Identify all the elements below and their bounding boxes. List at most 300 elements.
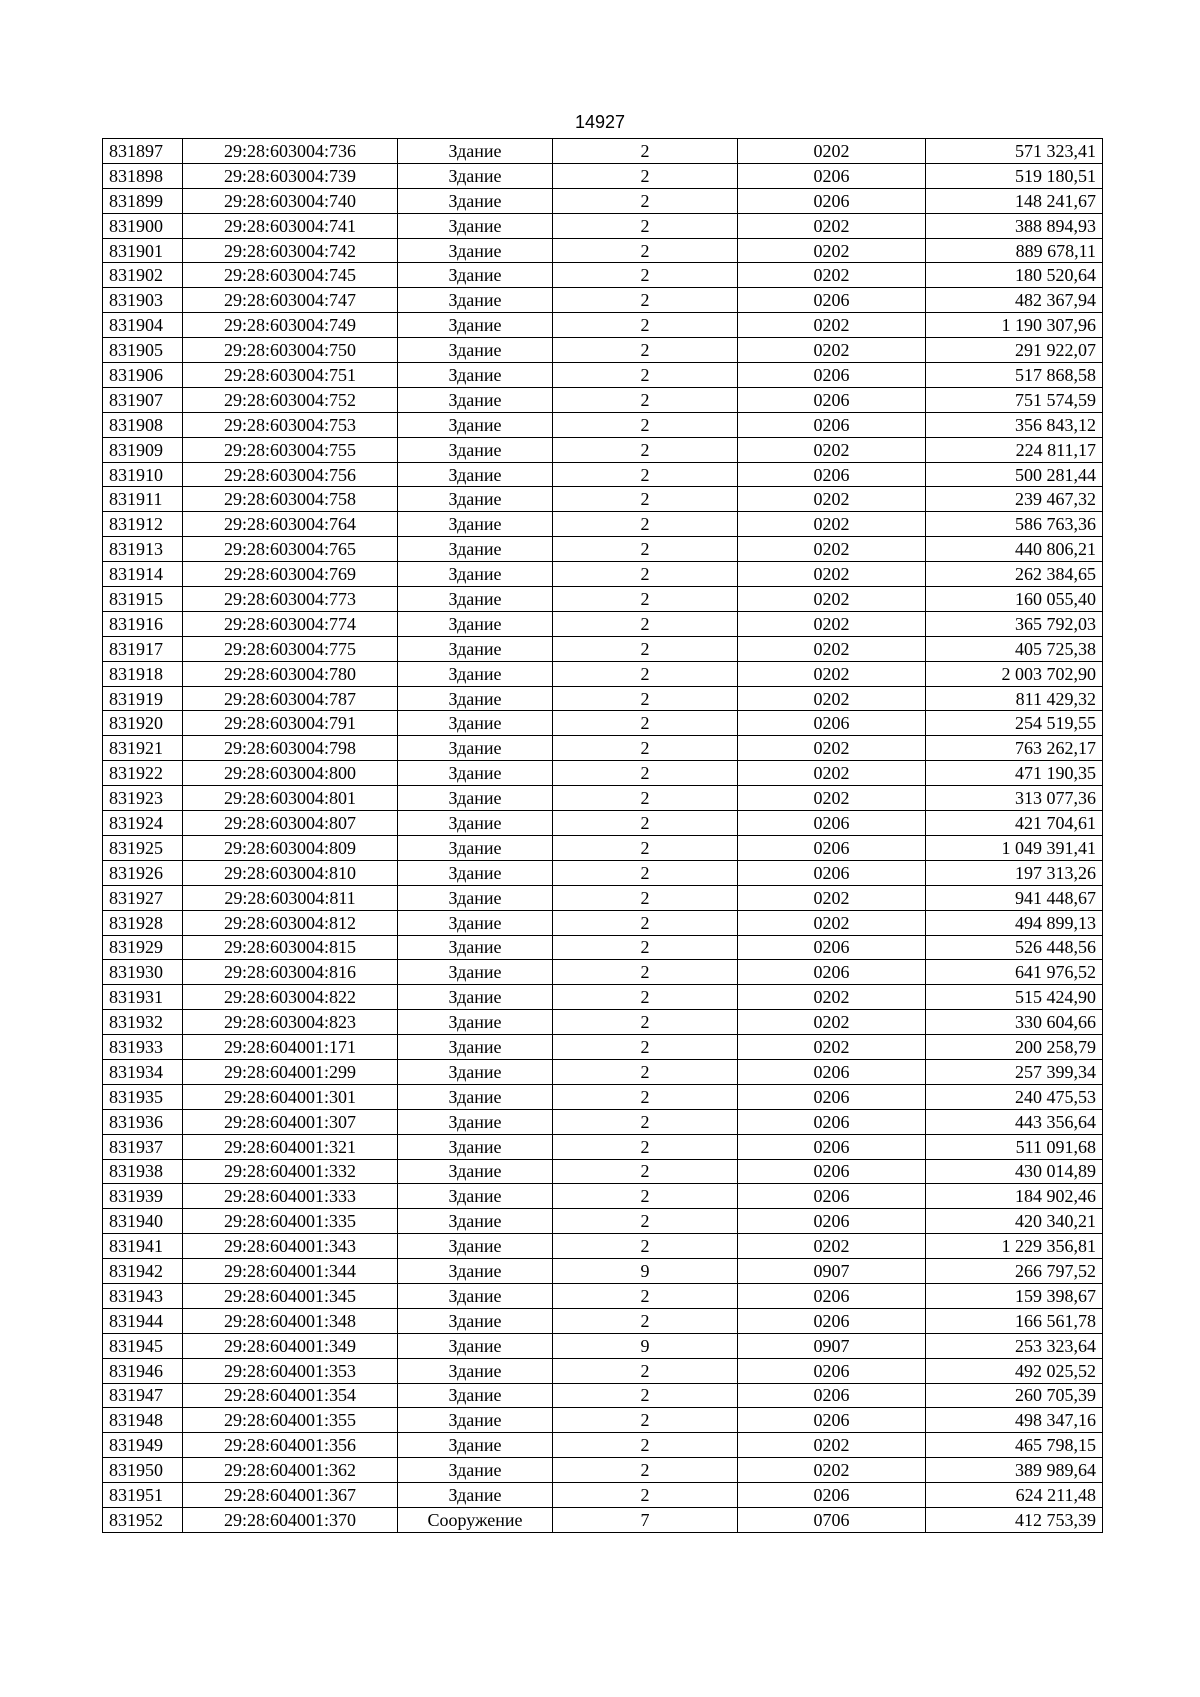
value-cell: 515 424,90 (926, 985, 1103, 1010)
value-cell: 889 678,11 (926, 238, 1103, 263)
table-row (103, 313, 1103, 338)
table-row (103, 562, 1103, 587)
cadastral-number-cell: 29:28:603004:775 (183, 636, 398, 661)
value-cell: 624 211,48 (926, 1483, 1103, 1508)
row-number-cell: 831904 (103, 313, 183, 338)
row-number-cell: 831924 (103, 811, 183, 836)
code-cell: 0206 (738, 462, 926, 487)
group-cell: 2 (553, 487, 738, 512)
code-cell: 0206 (738, 1109, 926, 1134)
row-number-cell: 831915 (103, 587, 183, 612)
code-cell: 0206 (738, 363, 926, 388)
code-cell: 0202 (738, 587, 926, 612)
code-cell: 0202 (738, 338, 926, 363)
cadastral-number-cell: 29:28:603004:750 (183, 338, 398, 363)
object-type-cell: Здание (398, 960, 553, 985)
code-cell: 0202 (738, 736, 926, 761)
object-type-cell: Здание (398, 1010, 553, 1035)
code-cell: 0202 (738, 686, 926, 711)
group-cell: 2 (553, 213, 738, 238)
value-cell: 239 467,32 (926, 487, 1103, 512)
value-cell: 412 753,39 (926, 1507, 1103, 1532)
code-cell: 0202 (738, 761, 926, 786)
value-cell: 266 797,52 (926, 1259, 1103, 1284)
table-row (103, 338, 1103, 363)
table-row (103, 860, 1103, 885)
object-type-cell: Здание (398, 1283, 553, 1308)
group-cell: 2 (553, 711, 738, 736)
group-cell: 2 (553, 1184, 738, 1209)
value-cell: 440 806,21 (926, 537, 1103, 562)
object-type-cell: Здание (398, 363, 553, 388)
row-number-cell: 831941 (103, 1234, 183, 1259)
cadastral-number-cell: 29:28:603004:742 (183, 238, 398, 263)
code-cell: 0202 (738, 1234, 926, 1259)
cadastral-number-cell: 29:28:603004:816 (183, 960, 398, 985)
cadastral-number-cell: 29:28:604001:344 (183, 1259, 398, 1284)
code-cell: 0206 (738, 1209, 926, 1234)
value-cell: 389 989,64 (926, 1458, 1103, 1483)
row-number-cell: 831948 (103, 1408, 183, 1433)
cadastral-number-cell: 29:28:604001:345 (183, 1283, 398, 1308)
cadastral-number-cell: 29:28:603004:800 (183, 761, 398, 786)
row-number-cell: 831951 (103, 1483, 183, 1508)
object-type-cell: Здание (398, 761, 553, 786)
code-cell: 0206 (738, 1134, 926, 1159)
value-cell: 941 448,67 (926, 885, 1103, 910)
row-number-cell: 831911 (103, 487, 183, 512)
code-cell: 0202 (738, 1458, 926, 1483)
row-number-cell: 831937 (103, 1134, 183, 1159)
row-number-cell: 831942 (103, 1259, 183, 1284)
code-cell: 0206 (738, 1159, 926, 1184)
group-cell: 2 (553, 188, 738, 213)
table-row (103, 711, 1103, 736)
code-cell: 0206 (738, 412, 926, 437)
table-row (103, 1408, 1103, 1433)
table-row (103, 412, 1103, 437)
object-type-cell: Здание (398, 1059, 553, 1084)
value-cell: 197 313,26 (926, 860, 1103, 885)
table-row (103, 462, 1103, 487)
cadastral-number-cell: 29:28:603004:807 (183, 811, 398, 836)
object-type-cell: Здание (398, 1234, 553, 1259)
group-cell: 2 (553, 1433, 738, 1458)
value-cell: 430 014,89 (926, 1159, 1103, 1184)
group-cell: 2 (553, 238, 738, 263)
cadastral-number-cell: 29:28:603004:752 (183, 387, 398, 412)
row-number-cell: 831921 (103, 736, 183, 761)
row-number-cell: 831910 (103, 462, 183, 487)
row-number-cell: 831909 (103, 437, 183, 462)
table-row (103, 960, 1103, 985)
table-row (103, 1283, 1103, 1308)
cadastral-number-cell: 29:28:603004:774 (183, 611, 398, 636)
object-type-cell: Здание (398, 188, 553, 213)
row-number-cell: 831938 (103, 1159, 183, 1184)
cadastral-number-cell: 29:28:603004:755 (183, 437, 398, 462)
value-cell: 313 077,36 (926, 786, 1103, 811)
table-row (103, 512, 1103, 537)
group-cell: 2 (553, 1035, 738, 1060)
cadastral-number-cell: 29:28:604001:367 (183, 1483, 398, 1508)
object-type-cell: Здание (398, 636, 553, 661)
row-number-cell: 831935 (103, 1084, 183, 1109)
object-type-cell: Здание (398, 139, 553, 164)
table-row (103, 611, 1103, 636)
object-type-cell: Здание (398, 412, 553, 437)
value-cell: 260 705,39 (926, 1383, 1103, 1408)
code-cell: 0202 (738, 1035, 926, 1060)
group-cell: 2 (553, 786, 738, 811)
object-type-cell: Здание (398, 1184, 553, 1209)
object-type-cell: Здание (398, 462, 553, 487)
group-cell: 2 (553, 1483, 738, 1508)
cadastral-number-cell: 29:28:603004:780 (183, 661, 398, 686)
table-row (103, 935, 1103, 960)
code-cell: 0206 (738, 1184, 926, 1209)
group-cell: 2 (553, 910, 738, 935)
code-cell: 0206 (738, 1483, 926, 1508)
group-cell: 2 (553, 139, 738, 164)
code-cell: 0202 (738, 786, 926, 811)
row-number-cell: 831932 (103, 1010, 183, 1035)
code-cell: 0206 (738, 1383, 926, 1408)
value-cell: 586 763,36 (926, 512, 1103, 537)
group-cell: 9 (553, 1259, 738, 1284)
cadastral-number-cell: 29:28:603004:751 (183, 363, 398, 388)
code-cell: 0202 (738, 313, 926, 338)
group-cell: 2 (553, 960, 738, 985)
value-cell: 2 003 702,90 (926, 661, 1103, 686)
row-number-cell: 831916 (103, 611, 183, 636)
table-row (103, 213, 1103, 238)
table-row (103, 437, 1103, 462)
group-cell: 2 (553, 611, 738, 636)
table-row (103, 1035, 1103, 1060)
row-number-cell: 831900 (103, 213, 183, 238)
code-cell: 0907 (738, 1333, 926, 1358)
group-cell: 2 (553, 860, 738, 885)
cadastral-number-cell: 29:28:604001:370 (183, 1507, 398, 1532)
group-cell: 2 (553, 736, 738, 761)
row-number-cell: 831899 (103, 188, 183, 213)
code-cell: 0206 (738, 163, 926, 188)
group-cell: 2 (553, 387, 738, 412)
table-row (103, 761, 1103, 786)
row-number-cell: 831926 (103, 860, 183, 885)
cadastral-number-cell: 29:28:603004:739 (183, 163, 398, 188)
table-row (103, 1159, 1103, 1184)
object-type-cell: Здание (398, 835, 553, 860)
cadastral-number-cell: 29:28:603004:809 (183, 835, 398, 860)
row-number-cell: 831906 (103, 363, 183, 388)
cadastral-number-cell: 29:28:603004:787 (183, 686, 398, 711)
value-cell: 471 190,35 (926, 761, 1103, 786)
cadastral-number-cell: 29:28:603004:791 (183, 711, 398, 736)
code-cell: 0202 (738, 636, 926, 661)
table-row (103, 263, 1103, 288)
object-type-cell: Здание (398, 512, 553, 537)
table-row (103, 1333, 1103, 1358)
code-cell: 0202 (738, 885, 926, 910)
group-cell: 2 (553, 1383, 738, 1408)
table-row (103, 487, 1103, 512)
value-cell: 388 894,93 (926, 213, 1103, 238)
code-cell: 0202 (738, 437, 926, 462)
object-type-cell: Здание (398, 1483, 553, 1508)
object-type-cell: Здание (398, 1259, 553, 1284)
value-cell: 751 574,59 (926, 387, 1103, 412)
group-cell: 2 (553, 1358, 738, 1383)
row-number-cell: 831920 (103, 711, 183, 736)
group-cell: 2 (553, 1234, 738, 1259)
object-type-cell: Здание (398, 562, 553, 587)
code-cell: 0202 (738, 1433, 926, 1458)
table-row (103, 736, 1103, 761)
value-cell: 159 398,67 (926, 1283, 1103, 1308)
row-number-cell: 831952 (103, 1507, 183, 1532)
code-cell: 0202 (738, 213, 926, 238)
object-type-cell: Сооружение (398, 1507, 553, 1532)
object-type-cell: Здание (398, 1333, 553, 1358)
row-number-cell: 831912 (103, 512, 183, 537)
row-number-cell: 831925 (103, 835, 183, 860)
cadastral-number-cell: 29:28:604001:171 (183, 1035, 398, 1060)
code-cell: 0202 (738, 611, 926, 636)
table-row (103, 163, 1103, 188)
value-cell: 166 561,78 (926, 1308, 1103, 1333)
object-type-cell: Здание (398, 661, 553, 686)
table-row (103, 537, 1103, 562)
cadastral-number-cell: 29:28:604001:299 (183, 1059, 398, 1084)
table-row (103, 835, 1103, 860)
row-number-cell: 831914 (103, 562, 183, 587)
row-number-cell: 831940 (103, 1209, 183, 1234)
object-type-cell: Здание (398, 935, 553, 960)
table-row (103, 188, 1103, 213)
object-type-cell: Здание (398, 860, 553, 885)
table-row (103, 587, 1103, 612)
row-number-cell: 831933 (103, 1035, 183, 1060)
code-cell: 0206 (738, 960, 926, 985)
group-cell: 2 (553, 1458, 738, 1483)
object-type-cell: Здание (398, 313, 553, 338)
object-type-cell: Здание (398, 1408, 553, 1433)
table-row (103, 288, 1103, 313)
value-cell: 180 520,64 (926, 263, 1103, 288)
cadastral-number-cell: 29:28:604001:343 (183, 1234, 398, 1259)
code-cell: 0202 (738, 139, 926, 164)
code-cell: 0202 (738, 562, 926, 587)
code-cell: 0202 (738, 1010, 926, 1035)
object-type-cell: Здание (398, 1308, 553, 1333)
cadastral-number-cell: 29:28:604001:332 (183, 1159, 398, 1184)
code-cell: 0206 (738, 811, 926, 836)
code-cell: 0706 (738, 1507, 926, 1532)
cadastral-number-cell: 29:28:603004:758 (183, 487, 398, 512)
group-cell: 9 (553, 1333, 738, 1358)
group-cell: 2 (553, 985, 738, 1010)
row-number-cell: 831913 (103, 537, 183, 562)
group-cell: 2 (553, 835, 738, 860)
cadastral-number-cell: 29:28:603004:749 (183, 313, 398, 338)
cadastral-number-cell: 29:28:604001:301 (183, 1084, 398, 1109)
code-cell: 0206 (738, 1059, 926, 1084)
group-cell: 2 (553, 412, 738, 437)
table-row (103, 1084, 1103, 1109)
group-cell: 2 (553, 1059, 738, 1084)
group-cell: 2 (553, 885, 738, 910)
group-cell: 2 (553, 263, 738, 288)
cadastral-number-cell: 29:28:603004:822 (183, 985, 398, 1010)
row-number-cell: 831934 (103, 1059, 183, 1084)
cadastral-number-cell: 29:28:603004:823 (183, 1010, 398, 1035)
code-cell: 0202 (738, 263, 926, 288)
code-cell: 0206 (738, 711, 926, 736)
value-cell: 519 180,51 (926, 163, 1103, 188)
row-number-cell: 831931 (103, 985, 183, 1010)
value-cell: 511 091,68 (926, 1134, 1103, 1159)
cadastral-number-cell: 29:28:604001:335 (183, 1209, 398, 1234)
row-number-cell: 831898 (103, 163, 183, 188)
value-cell: 405 725,38 (926, 636, 1103, 661)
table-row (103, 786, 1103, 811)
object-type-cell: Здание (398, 587, 553, 612)
table-row (103, 1358, 1103, 1383)
cadastral-number-cell: 29:28:604001:362 (183, 1458, 398, 1483)
group-cell: 2 (553, 288, 738, 313)
group-cell: 2 (553, 562, 738, 587)
group-cell: 2 (553, 1283, 738, 1308)
object-type-cell: Здание (398, 1035, 553, 1060)
object-type-cell: Здание (398, 437, 553, 462)
table-row (103, 387, 1103, 412)
object-type-cell: Здание (398, 786, 553, 811)
group-cell: 2 (553, 661, 738, 686)
object-type-cell: Здание (398, 611, 553, 636)
cadastral-value-table (102, 138, 1103, 1533)
code-cell: 0206 (738, 1358, 926, 1383)
value-cell: 811 429,32 (926, 686, 1103, 711)
group-cell: 2 (553, 636, 738, 661)
object-type-cell: Здание (398, 487, 553, 512)
row-number-cell: 831930 (103, 960, 183, 985)
code-cell: 0206 (738, 188, 926, 213)
cadastral-number-cell: 29:28:603004:741 (183, 213, 398, 238)
table-row (103, 1209, 1103, 1234)
value-cell: 443 356,64 (926, 1109, 1103, 1134)
value-cell: 1 190 307,96 (926, 313, 1103, 338)
code-cell: 0202 (738, 910, 926, 935)
row-number-cell: 831950 (103, 1458, 183, 1483)
value-cell: 517 868,58 (926, 363, 1103, 388)
row-number-cell: 831927 (103, 885, 183, 910)
cadastral-number-cell: 29:28:604001:354 (183, 1383, 398, 1408)
cadastral-number-cell: 29:28:603004:815 (183, 935, 398, 960)
row-number-cell: 831945 (103, 1333, 183, 1358)
group-cell: 2 (553, 537, 738, 562)
table-row (103, 910, 1103, 935)
table-row (103, 1458, 1103, 1483)
table-row (103, 1010, 1103, 1035)
object-type-cell: Здание (398, 1084, 553, 1109)
value-cell: 571 323,41 (926, 139, 1103, 164)
row-number-cell: 831943 (103, 1283, 183, 1308)
object-type-cell: Здание (398, 213, 553, 238)
group-cell: 2 (553, 1084, 738, 1109)
table-row (103, 1483, 1103, 1508)
cadastral-number-cell: 29:28:603004:753 (183, 412, 398, 437)
group-cell: 2 (553, 1209, 738, 1234)
table-row (103, 811, 1103, 836)
value-cell: 420 340,21 (926, 1209, 1103, 1234)
value-cell: 1 049 391,41 (926, 835, 1103, 860)
value-cell: 330 604,66 (926, 1010, 1103, 1035)
value-cell: 356 843,12 (926, 412, 1103, 437)
table-row (103, 885, 1103, 910)
object-type-cell: Здание (398, 811, 553, 836)
row-number-cell: 831939 (103, 1184, 183, 1209)
object-type-cell: Здание (398, 1109, 553, 1134)
row-number-cell: 831903 (103, 288, 183, 313)
group-cell: 2 (553, 462, 738, 487)
object-type-cell: Здание (398, 711, 553, 736)
table-row (103, 1059, 1103, 1084)
object-type-cell: Здание (398, 736, 553, 761)
row-number-cell: 831949 (103, 1433, 183, 1458)
object-type-cell: Здание (398, 1159, 553, 1184)
cadastral-number-cell: 29:28:603004:811 (183, 885, 398, 910)
row-number-cell: 831905 (103, 338, 183, 363)
group-cell: 2 (553, 1010, 738, 1035)
row-number-cell: 831902 (103, 263, 183, 288)
group-cell: 2 (553, 363, 738, 388)
code-cell: 0202 (738, 512, 926, 537)
object-type-cell: Здание (398, 1358, 553, 1383)
code-cell: 0206 (738, 387, 926, 412)
row-number-cell: 831918 (103, 661, 183, 686)
value-cell: 262 384,65 (926, 562, 1103, 587)
page-number: 14927 (574, 112, 626, 132)
cadastral-number-cell: 29:28:603004:801 (183, 786, 398, 811)
value-cell: 200 258,79 (926, 1035, 1103, 1060)
code-cell: 0206 (738, 935, 926, 960)
group-cell: 2 (553, 761, 738, 786)
cadastral-number-cell: 29:28:604001:355 (183, 1408, 398, 1433)
value-cell: 253 323,64 (926, 1333, 1103, 1358)
code-cell: 0202 (738, 985, 926, 1010)
row-number-cell: 831919 (103, 686, 183, 711)
value-cell: 498 347,16 (926, 1408, 1103, 1433)
object-type-cell: Здание (398, 1383, 553, 1408)
row-number-cell: 831929 (103, 935, 183, 960)
table-row (103, 1308, 1103, 1333)
table-row (103, 1433, 1103, 1458)
value-cell: 365 792,03 (926, 611, 1103, 636)
code-cell: 0202 (738, 661, 926, 686)
group-cell: 7 (553, 1507, 738, 1532)
object-type-cell: Здание (398, 1209, 553, 1234)
group-cell: 2 (553, 587, 738, 612)
code-cell: 0206 (738, 1308, 926, 1333)
code-cell: 0206 (738, 1084, 926, 1109)
group-cell: 2 (553, 686, 738, 711)
value-cell: 500 281,44 (926, 462, 1103, 487)
code-cell: 0202 (738, 238, 926, 263)
object-type-cell: Здание (398, 387, 553, 412)
table-row (103, 1134, 1103, 1159)
